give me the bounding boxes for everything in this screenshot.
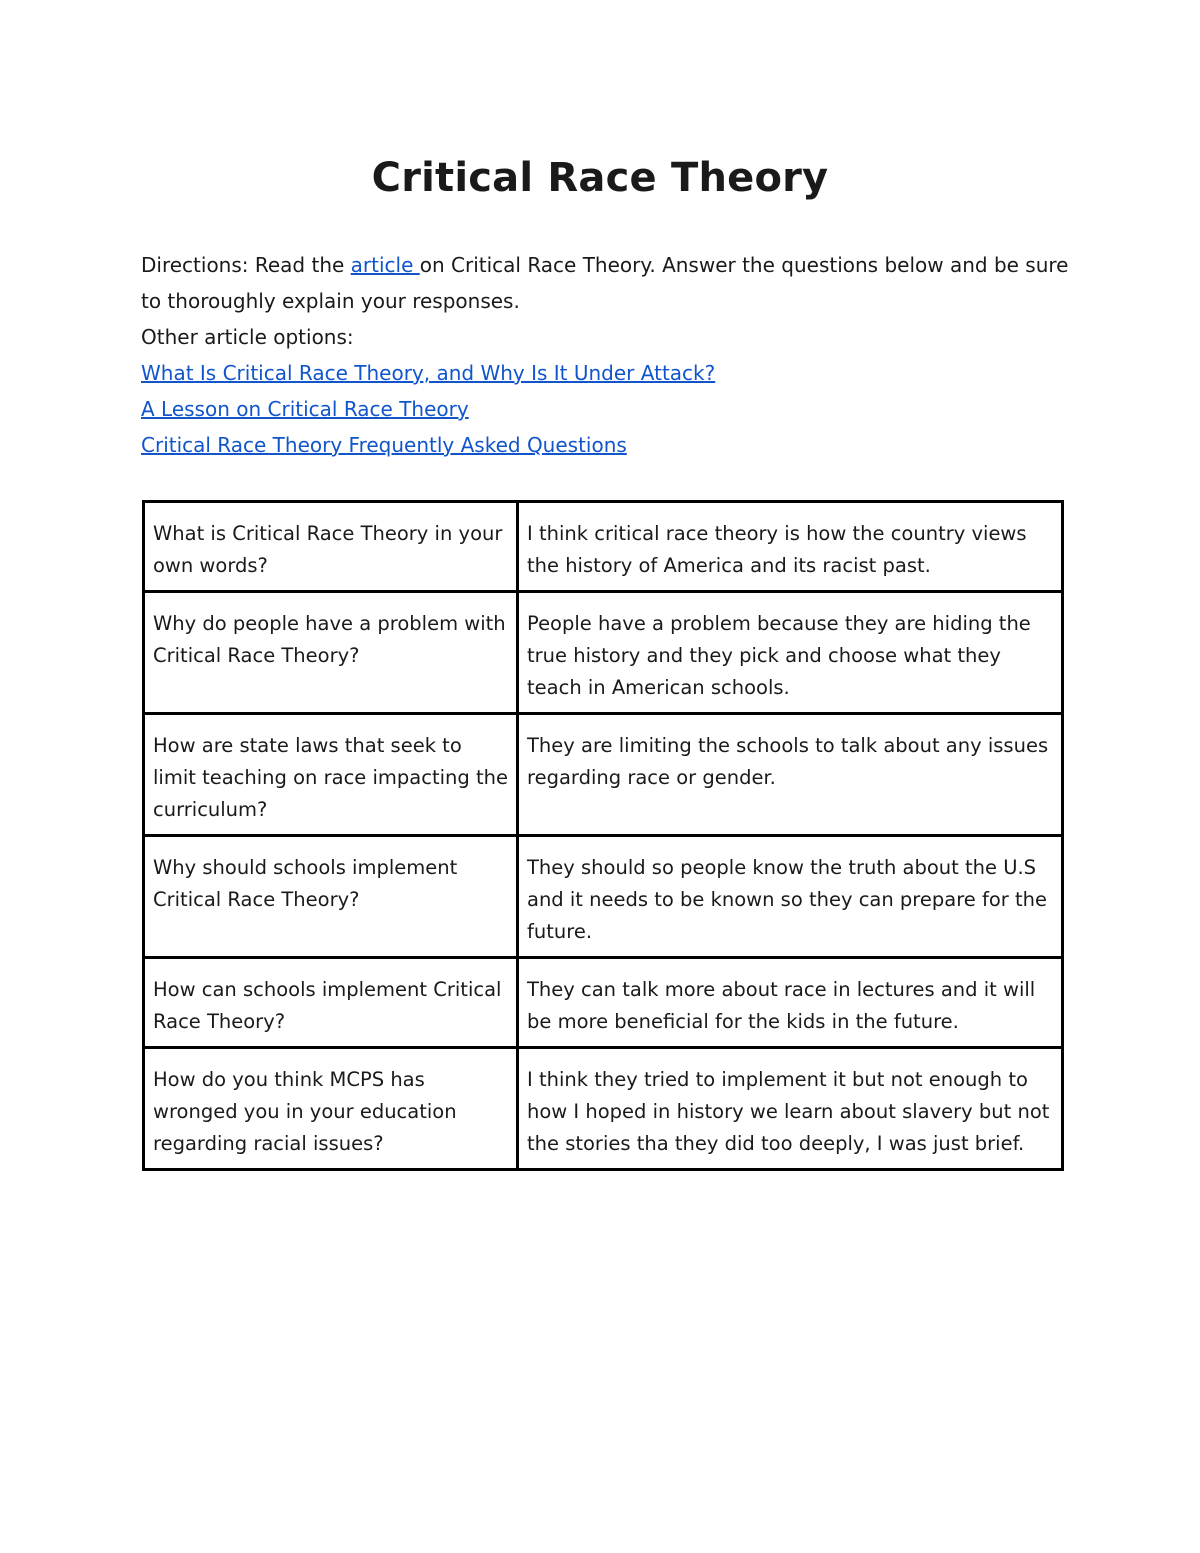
table-row xyxy=(144,1048,1063,1170)
table-row xyxy=(144,502,1063,592)
table-row xyxy=(144,592,1063,714)
directions-paragraph xyxy=(141,247,1071,319)
question-cell: What is Critical Race Theory in your own words? xyxy=(144,502,518,592)
table-row xyxy=(144,958,1063,1048)
link-lesson-on-crt[interactable]: A Lesson on Critical Race Theory xyxy=(141,397,469,421)
answer-cell: They can talk more about race in lectures and it will be more beneficial for the kids in the future. xyxy=(518,958,1063,1048)
directions-prefix: Directions: Read the xyxy=(141,253,351,277)
answer-cell: They are limiting the schools to talk about any issues regarding race or gender. xyxy=(518,714,1063,836)
question-cell: Why do people have a problem with Critical Race Theory? xyxy=(144,592,518,714)
other-options-label: Other article options: xyxy=(141,325,354,349)
answer-cell: They should so people know the truth about the U.S and it needs to be known so they can prepare for the future. xyxy=(518,836,1063,958)
question-cell: How do you think MCPS has wronged you in your education regarding racial issues? xyxy=(144,1048,518,1170)
directions-suffix: on Critical Race Theory. Answer the questions below and be sure to thoroughly explain your responses. xyxy=(141,253,1069,313)
answer-cell: People have a problem because they are hiding the true history and they pick and choose what they teach in American schools. xyxy=(518,592,1063,714)
answer-cell: I think they tried to implement it but not enough to how I hoped in history we learn about slavery but not the stories tha they did too deeply, I was just brief. xyxy=(518,1048,1063,1170)
qa-table xyxy=(142,500,1064,1171)
question-cell: How can schools implement Critical Race Theory? xyxy=(144,958,518,1048)
question-cell: How are state laws that seek to limit teaching on race impacting the curriculum? xyxy=(144,714,518,836)
table-row xyxy=(144,714,1063,836)
answer-cell: I think critical race theory is how the country views the history of America and its racist past. xyxy=(518,502,1063,592)
question-cell: Why should schools implement Critical Race Theory? xyxy=(144,836,518,958)
table-row xyxy=(144,836,1063,958)
article-link[interactable]: article xyxy=(350,253,420,277)
page-title: Critical Race Theory xyxy=(371,155,829,201)
link-what-is-crt[interactable]: What Is Critical Race Theory, and Why Is It Under Attack? xyxy=(141,361,716,385)
intro-section xyxy=(141,247,1071,463)
link-crt-faq[interactable]: Critical Race Theory Frequently Asked Questions xyxy=(141,433,627,457)
